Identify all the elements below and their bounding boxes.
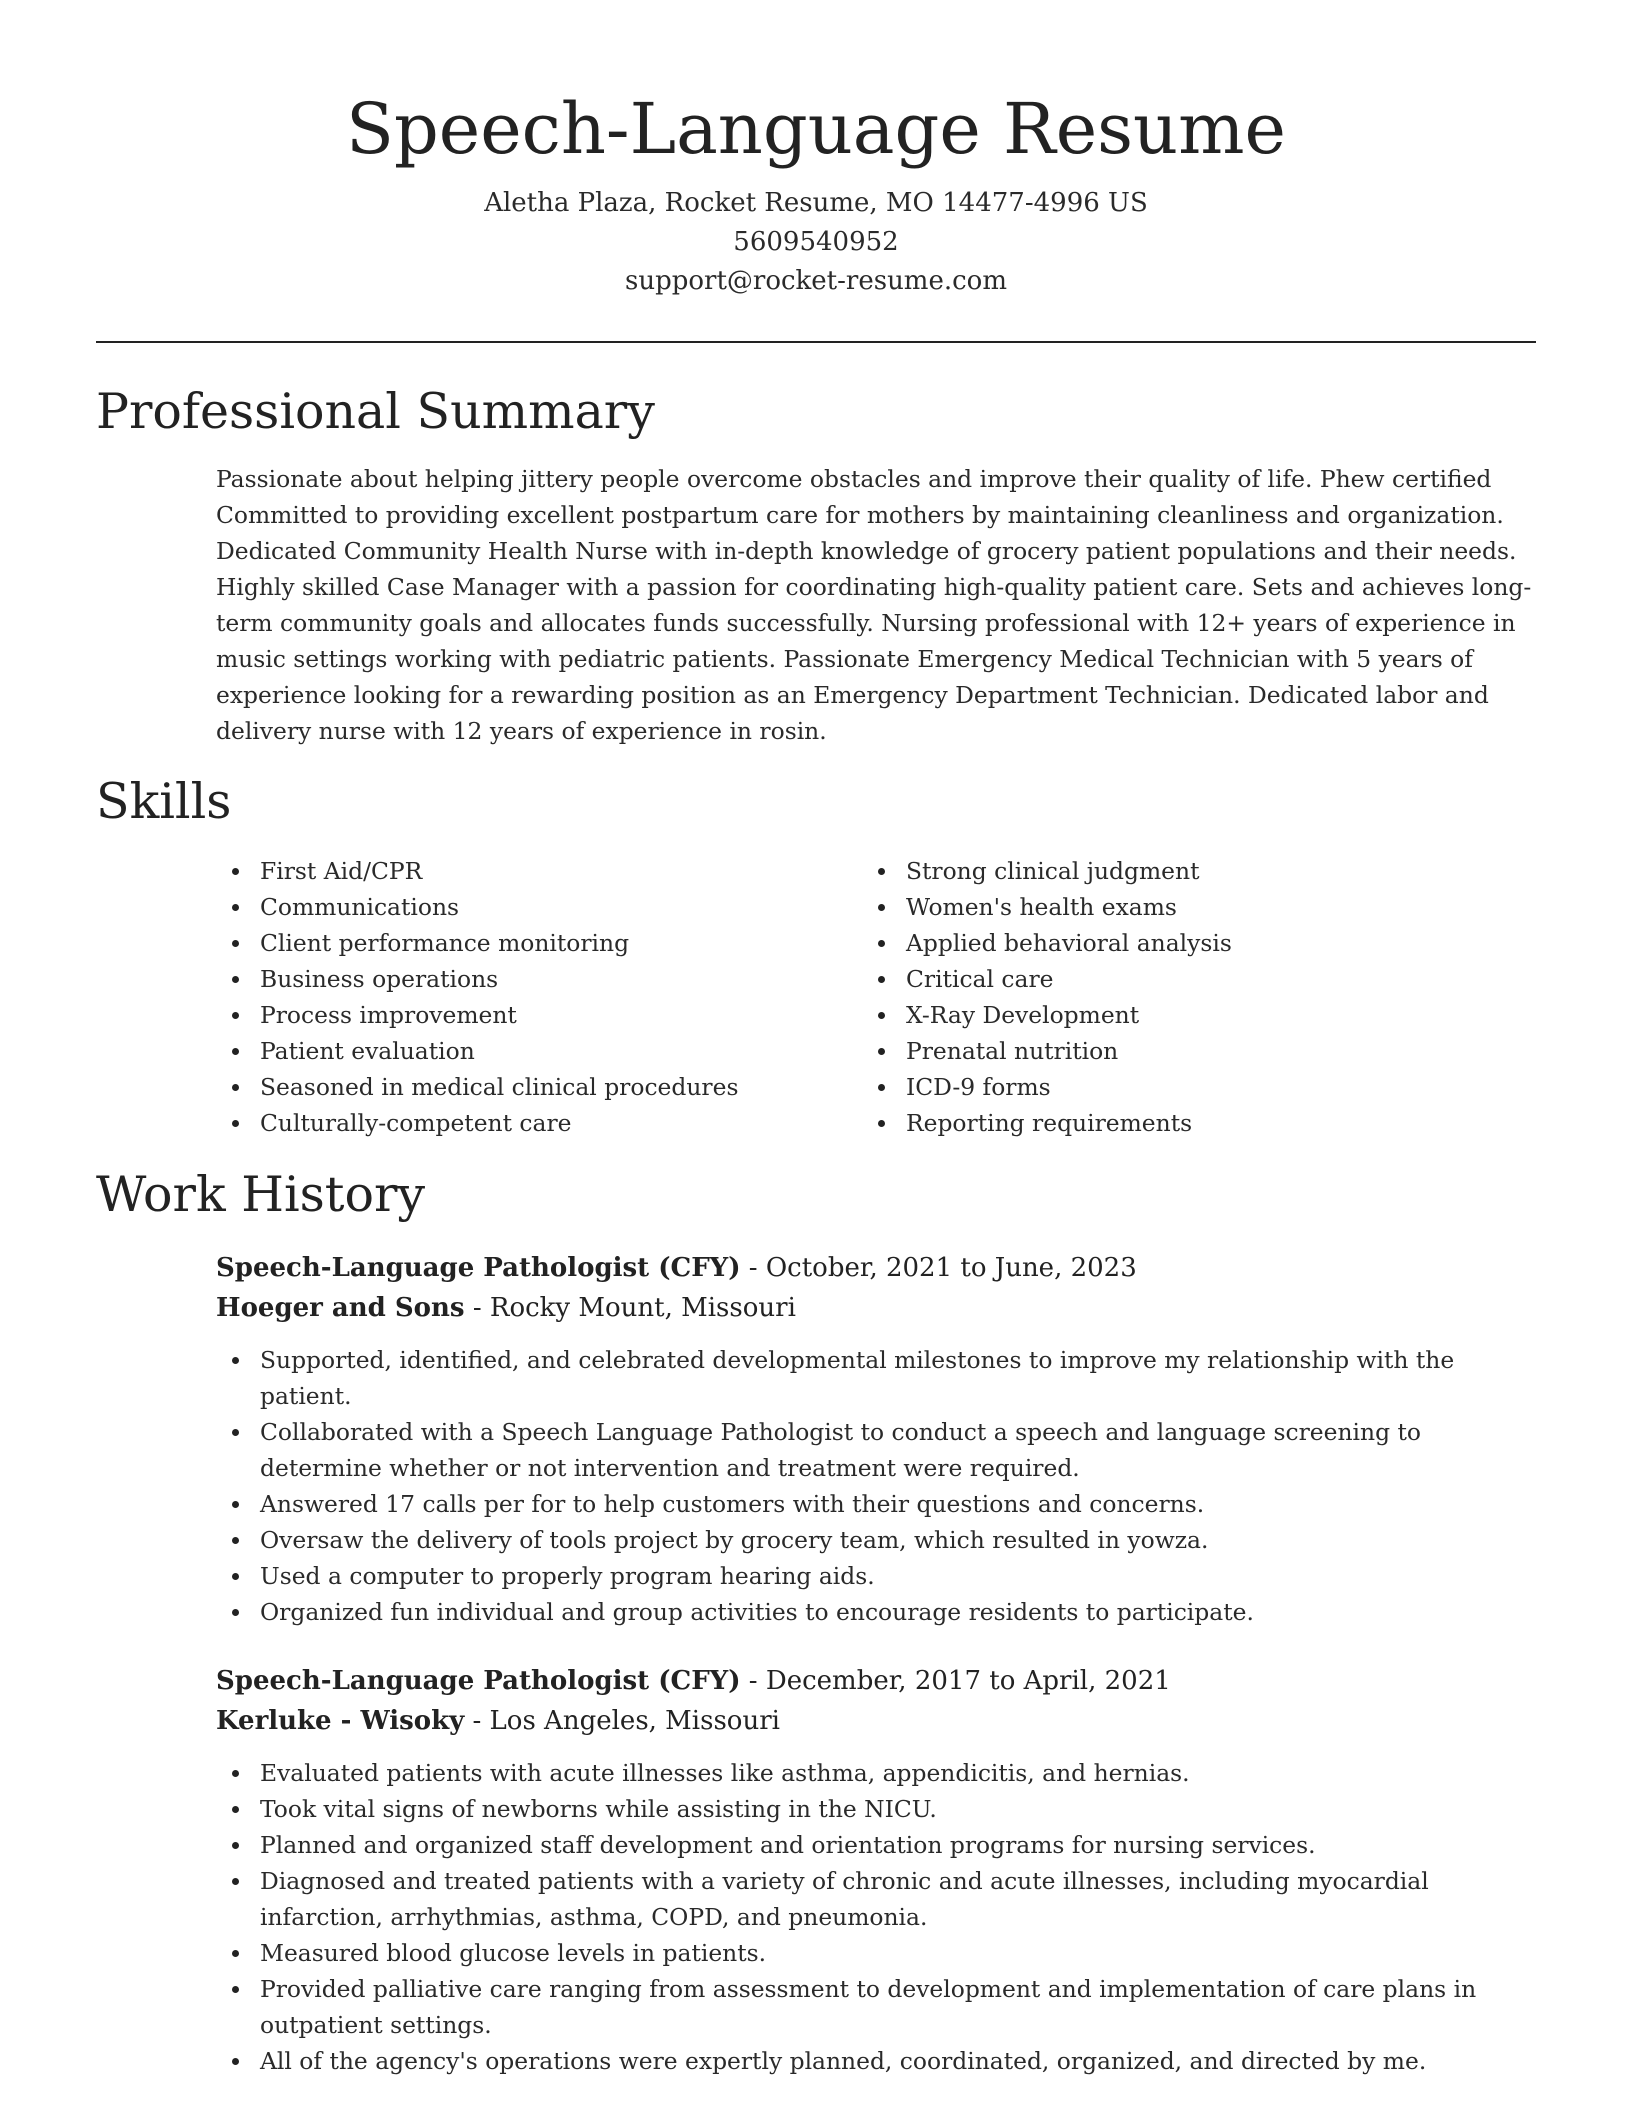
list-item: Used a computer to properly program hearing aids. xyxy=(216,1558,1540,1594)
skills-list-left xyxy=(216,853,738,1141)
list-item: Organized fun individual and group activities to encourage residents to participate. xyxy=(216,1594,1540,1630)
skill-item: Patient evaluation xyxy=(216,1033,738,1069)
skill-item: Seasoned in medical clinical procedures xyxy=(216,1069,738,1105)
list-item: Answered 17 calls per for to help customers with their questions and concerns. xyxy=(216,1486,1540,1522)
skill-item: Business operations xyxy=(216,961,738,997)
list-item: Took vital signs of newborns while assisting in the NICU. xyxy=(216,1791,1540,1827)
job-1-title xyxy=(216,1248,1137,1288)
job-2-position: Speech-Language Pathologist (CFY) xyxy=(216,1666,741,1696)
skill-item: Culturally-competent care xyxy=(216,1105,738,1141)
skill-item: Strong clinical judgment xyxy=(862,853,1232,889)
resume-name: Speech-Language Resume xyxy=(346,88,1286,170)
job-2-location: - Los Angeles, Missouri xyxy=(464,1706,780,1736)
list-item: Measured blood glucose levels in patients. xyxy=(216,1935,1540,1971)
job-1-position: Speech-Language Pathologist (CFY) xyxy=(216,1253,741,1283)
skill-item: Process improvement xyxy=(216,997,738,1033)
job-1-company: Hoeger and Sons xyxy=(216,1293,465,1323)
skill-item: Critical care xyxy=(862,961,1232,997)
skill-item: Women's health exams xyxy=(862,889,1232,925)
skill-item: First Aid/CPR xyxy=(216,853,738,889)
job-1-dates: - October, 2021 to June, 2023 xyxy=(740,1253,1137,1283)
skills-list-right xyxy=(862,853,1232,1141)
summary-heading: Professional Summary xyxy=(96,383,655,440)
skill-item: ICD-9 forms xyxy=(862,1069,1232,1105)
list-item: Provided palliative care ranging from assessment to development and implementation of care plans in outpatient settings. xyxy=(216,1971,1540,2043)
skill-item: Prenatal nutrition xyxy=(862,1033,1232,1069)
resume-header xyxy=(0,84,1632,301)
job-2-bullets xyxy=(216,1755,1540,2079)
header-divider xyxy=(96,341,1536,343)
contact-address: Aletha Plaza, Rocket Resume, MO 14477-4996 US xyxy=(484,188,1148,218)
job-1-location: - Rocky Mount, Missouri xyxy=(464,1293,796,1323)
job-2-title xyxy=(216,1661,1171,1701)
contact-phone: 5609540952 xyxy=(733,227,899,257)
job-1-bullets xyxy=(216,1342,1540,1630)
list-item: Diagnosed and treated patients with a variety of chronic and acute illnesses, including myocardial infarction, arrhythmias, asthma, COPD, and pneumonia. xyxy=(216,1863,1540,1935)
list-item: Collaborated with a Speech Language Pathologist to conduct a speech and language screening to determine whether or not intervention and treatment were required. xyxy=(216,1414,1540,1486)
skill-item: Communications xyxy=(216,889,738,925)
job-2-company-line xyxy=(216,1701,780,1741)
list-item: Planned and organized staff development and orientation programs for nursing services. xyxy=(216,1827,1540,1863)
skills-heading: Skills xyxy=(96,773,232,830)
list-item: Oversaw the delivery of tools project by grocery team, which resulted in yowza. xyxy=(216,1522,1540,1558)
skill-item: Applied behavioral analysis xyxy=(862,925,1232,961)
contact-email: support@rocket-resume.com xyxy=(624,266,1007,296)
skill-item: Reporting requirements xyxy=(862,1105,1232,1141)
contact-info xyxy=(0,184,1632,301)
job-1-company-line xyxy=(216,1288,796,1328)
skill-item: Client performance monitoring xyxy=(216,925,738,961)
skill-item: X-Ray Development xyxy=(862,997,1232,1033)
list-item: All of the agency's operations were expertly planned, coordinated, organized, and directed by me. xyxy=(216,2043,1540,2079)
job-2-company: Kerluke - Wisoky xyxy=(216,1706,465,1736)
work-history-heading: Work History xyxy=(96,1166,426,1223)
job-2-dates: - December, 2017 to April, 2021 xyxy=(740,1666,1171,1696)
list-item: Supported, identified, and celebrated developmental milestones to improve my relationship with the patient. xyxy=(216,1342,1540,1414)
summary-text: Passionate about helping jittery people overcome obstacles and improve their quality of life. Phew certified Committed to providing excellent postpartum care for mothers by maintaining cleanliness and organization. Dedicated Community Health Nurse with in-depth knowledge of grocery patient populations and their needs. Highly skilled Case Manager with a passion for coordinating high-quality patient care. Sets and achieves long-term community goals and allocates funds successfully. Nursing professional with 12+ years of experience in music settings working with pediatric patients. Passionate Emergency Medical Technician with 5 years of experience looking for a rewarding position as an Emergency Department Technician. Dedicated labor and delivery nurse with 12 years of experience in rosin. xyxy=(216,465,1532,745)
list-item: Evaluated patients with acute illnesses like asthma, appendicitis, and hernias. xyxy=(216,1755,1540,1791)
